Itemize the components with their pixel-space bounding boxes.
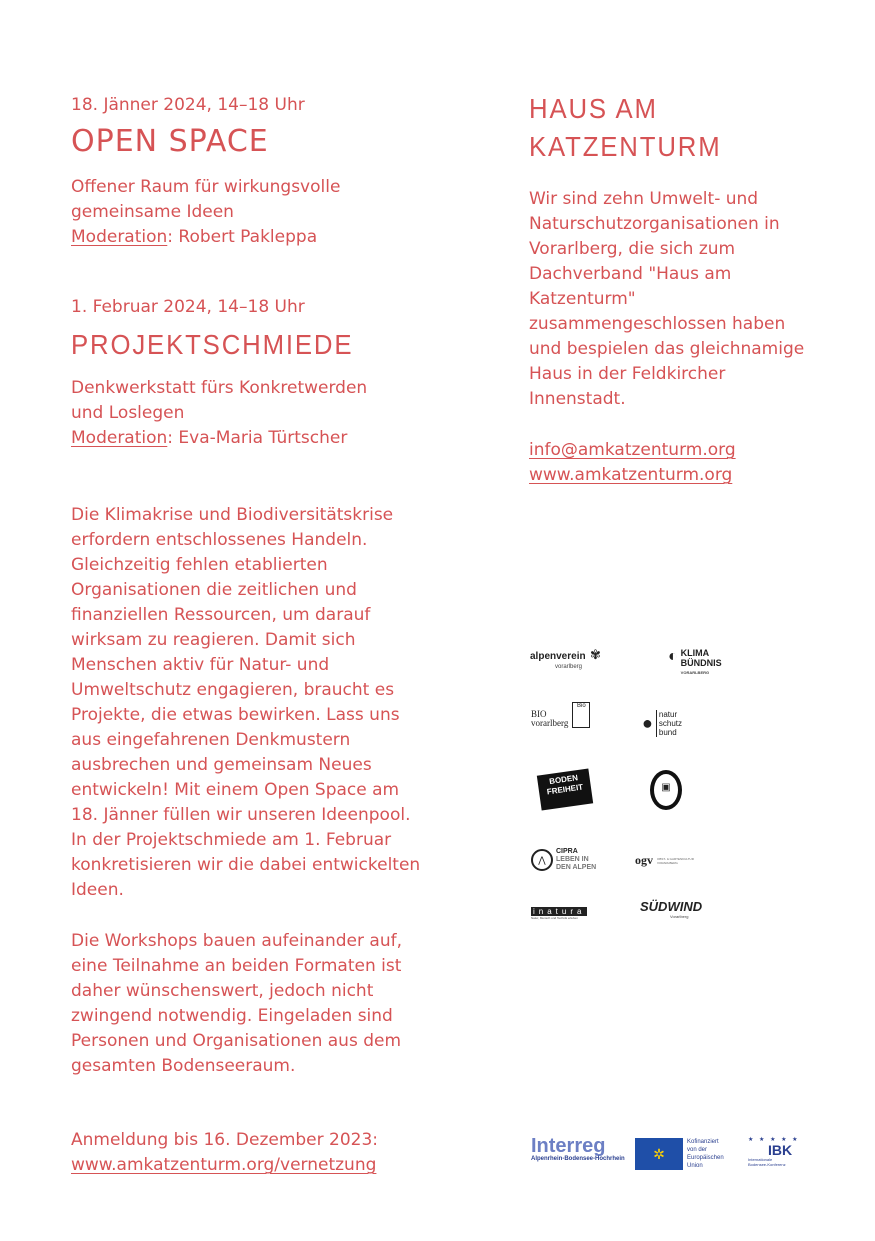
event1-date: 18. Jänner 2024, 14–18 Uhr [71, 95, 305, 115]
logo-biovorarlberg [531, 702, 590, 728]
event2-moderation [71, 426, 451, 451]
event2-description [71, 376, 451, 451]
logo-naturschutzbund: ● natur schutz bund [642, 710, 682, 737]
moderation-label: Moderation [71, 227, 168, 247]
event2-desc-line2: und Loslegen [71, 403, 185, 423]
event1-description [71, 175, 451, 250]
event1-desc-line2: gemeinsame Ideen [71, 202, 234, 222]
logo-inatura: inatura Natur, Mensch und Technik erleben [531, 907, 586, 920]
crest-icon: ▣ [661, 782, 671, 793]
workshops-paragraph: Die Workshops bauen aufeinander auf, eine Teilnahme an beiden Formaten ist daher wünschenswert, jedoch nicht zwingend notwendig. Eingeladen sind Personen und Organisationen aus dem gesamten Bodenseeraum. [71, 931, 402, 1076]
bio-badge-icon: Bio [572, 702, 590, 728]
registration-link[interactable]: www.amkatzenturm.org/vernetzung [71, 1155, 377, 1175]
logo-subtext: VORARLBERG [680, 670, 710, 675]
website-link[interactable]: www.amkatzenturm.org [529, 465, 733, 485]
mountain-icon: ⋀ [531, 849, 553, 871]
logo-text: KLIMA [680, 648, 710, 658]
event1-desc-line1: Offener Raum für wirkungsvolle [71, 177, 341, 197]
logo-alpenverein [530, 646, 601, 670]
registration-block [71, 1128, 451, 1178]
logo-suedwind: SÜDWIND Vorarlberg [640, 899, 703, 919]
email-link[interactable]: info@amkatzenturm.org [529, 440, 736, 460]
logo-klimabuendnis [668, 648, 722, 678]
org-title-line2: KATZENTURM [529, 131, 722, 162]
event2-date: 1. Februar 2024, 14–18 Uhr [71, 297, 305, 317]
event2-title: PROJEKTSCHMIEDE [71, 329, 354, 360]
logo-bodenfreiheit: BODEN FREIHEIT [537, 769, 593, 811]
edelweiss-icon: ✾ [590, 647, 601, 662]
eu-flag-icon: ✲ [635, 1138, 683, 1170]
org-title-line1: HAUS AM [529, 93, 658, 124]
logo-subtext: vorarlberg [555, 664, 583, 670]
event2-desc-line1: Denkwerkstatt fürs Konkretwerden [71, 378, 368, 398]
org-title [529, 90, 722, 166]
logo-eu-text: Kofinanziert von der Europäischen Union [687, 1139, 724, 1169]
registration-deadline: Anmeldung bis 16. Dezember 2023: [71, 1130, 379, 1150]
otter-icon: ● [642, 713, 653, 733]
logo-text: alpenverein [530, 651, 586, 662]
org-contacts [529, 438, 736, 488]
logo-interreg: Interreg Alpenrhein-Bodensee-Hochrhein [531, 1135, 625, 1162]
event1-title: OPEN SPACE [71, 124, 269, 159]
globe-icon: ◐ [668, 648, 678, 665]
logo-text: vorarlberg [531, 718, 569, 728]
event1-moderation [71, 225, 451, 250]
intro-paragraph: Die Klimakrise und Biodiversitätskrise erfordern entschlossenes Handeln. Gleichzeitig fehlen etablierten Organisationen die zeitlichen und finanziellen Ressourcen, um darauf wirksam zu reagieren. Damit sich Menschen aktiv für Natur- und Umweltschutz engagieren, braucht es Projekte, die etwas bewirken. Lass uns aus eingefahrenen Denkmustern ausbrechen und gemeinsam Neues entwickeln! Mit einem Open Space am 18. Jänner füllen wir unseren Ideenpool. In der Projektschmiede am 1. Februar konkretisieren wir die dabei entwickelten Ideen. [71, 505, 421, 900]
moderator-name: : Eva-Maria Türtscher [167, 428, 348, 448]
logo-naturwacht [650, 770, 682, 810]
org-about: Wir sind zehn Umwelt- und Naturschutzorganisationen in Vorarlberg, die sich zum Dachverband "Haus am Katzenturm" zusammengeschlossen haben und bespielen das gleichnamige Haus in der Feldkircher Innenstadt. [529, 189, 805, 409]
moderator-name: : Robert Pakleppa [167, 227, 318, 247]
moderation-label: Moderation [71, 428, 168, 448]
logo-cipra: ⋀ CIPRA LEBEN IN DEN ALPEN [531, 848, 596, 872]
logo-text: BÜNDNIS [680, 658, 722, 668]
logo-ogv: ogv OBST- & GARTENKULTUR VORARLBERG [635, 853, 694, 867]
logo-ibk: ★ ★ ★ ★ ★ IBK Internationale Bodensee-Konferenz [748, 1137, 800, 1167]
logo-text: BIO [531, 709, 547, 719]
